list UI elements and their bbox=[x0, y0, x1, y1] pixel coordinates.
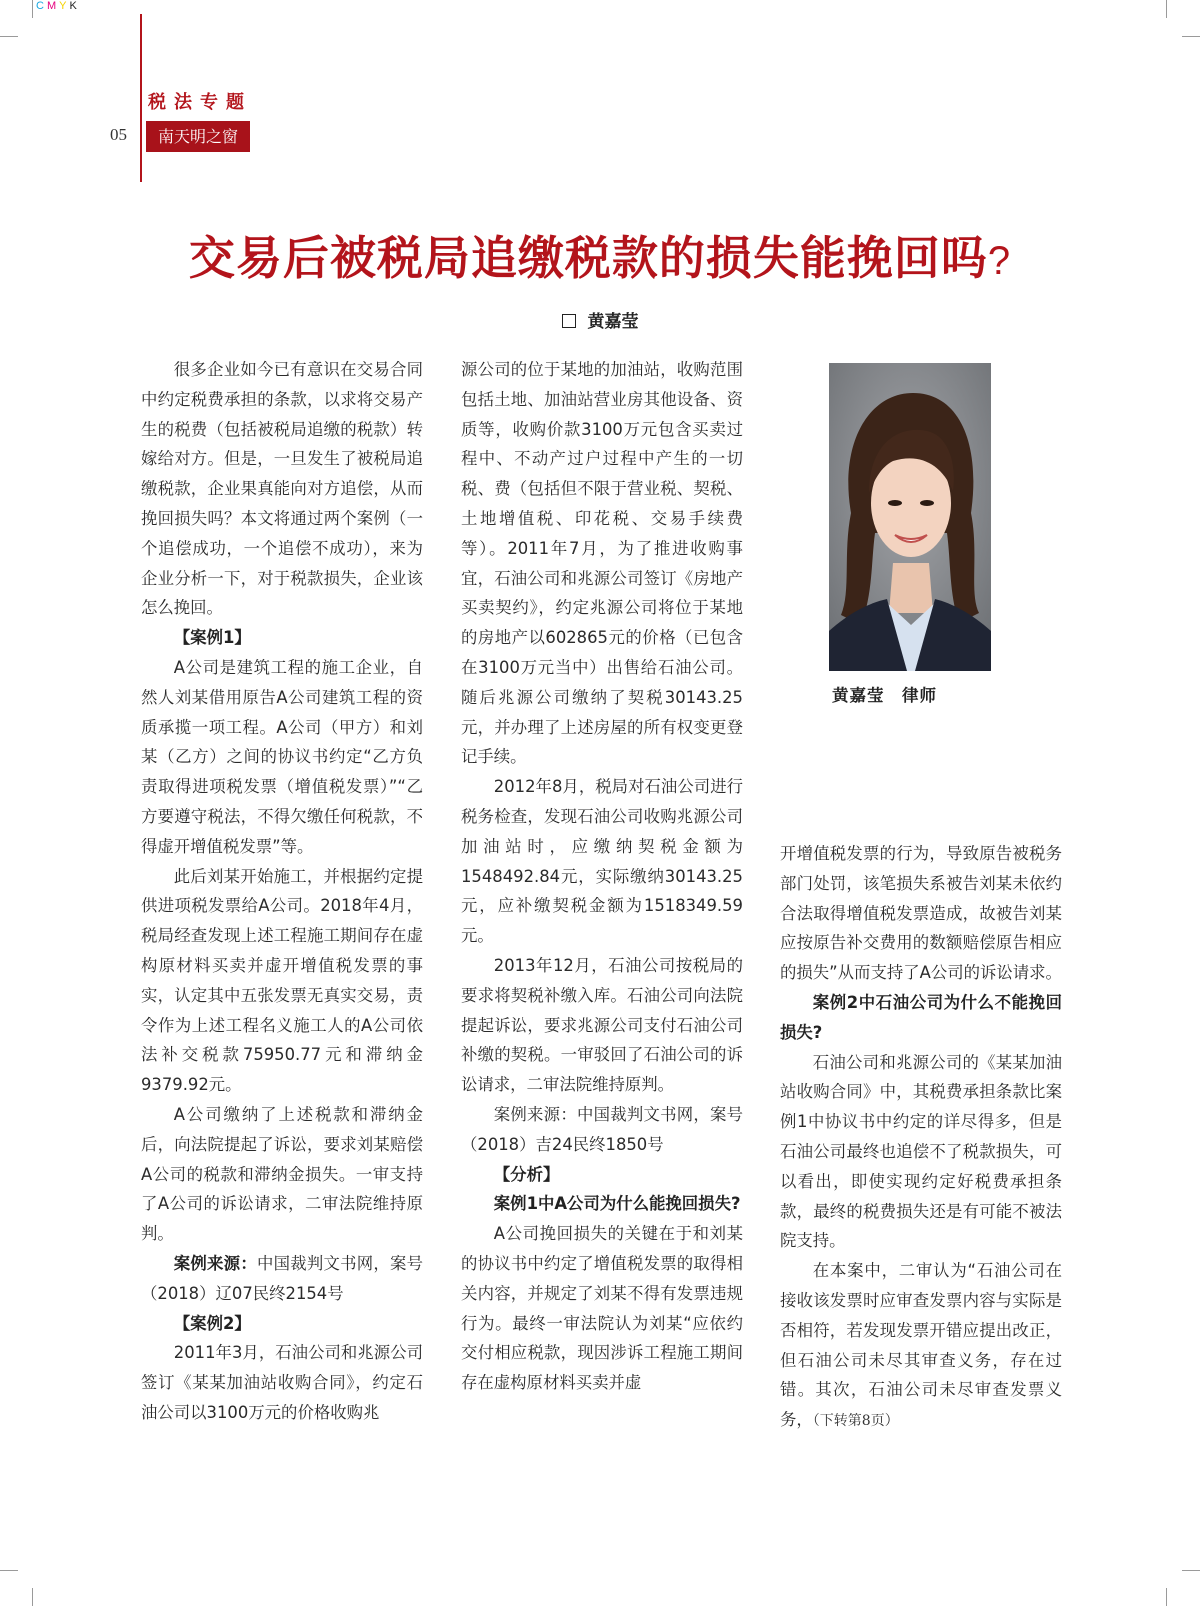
paragraph: A公司是建筑工程的施工企业，自然人刘某借用原告A公司建筑工程的资质承揽一项工程。A公司（甲方）和刘某（乙方）之间的协议书约定“乙方负责取得进项税发票（增值税发票）”“乙方要遵守税法，不得欠缴任何税款，不得虚开增值税发票”等。 bbox=[141, 657, 423, 856]
page-number: 05 bbox=[110, 125, 127, 144]
case-source bbox=[141, 1249, 423, 1309]
paragraph-text: 在本案中，二审认为“石油公司在接收该发票时应审查发票内容与实际是否相符，若发现发票开错应提出改正，但石油公司未尽其审查义务，存在过错。其次，石油公司未尽审查发票义务， bbox=[780, 1261, 1062, 1430]
crop-mark bbox=[0, 1570, 18, 1571]
crop-mark bbox=[32, 1588, 33, 1606]
paragraph: 2013年12月，石油公司按税局的要求将契税补缴入库。石油公司向法院提起诉讼，要求兆源公司支付石油公司补缴的契税。一审驳回了石油公司的诉讼请求，二审法院维持原判。 bbox=[461, 955, 743, 1095]
paragraph: 2012年8月，税局对石油公司进行税务检查，发现石油公司收购兆源公司加油站时，应缴纳契税金额为1548492.84元，实际缴纳30143.25元，应补缴契税金额为1518349.59元。 bbox=[461, 777, 743, 946]
photo-caption: 黄嘉莹 律师 bbox=[832, 686, 937, 705]
text-column-3 bbox=[780, 839, 1062, 1437]
subheading-case-2: 【案例2】 bbox=[173, 1313, 251, 1333]
cmyk-k: K bbox=[69, 0, 80, 12]
paragraph: A公司挽回损失的关键在于和刘某的协议书中约定了增值税发票的取得相关内容，并规定了刘某不得有发票违规行为。最终一审法院认为刘某“应依约交付相应税款，现因涉诉工程施工期间存在虚构原材料买卖并虚 bbox=[461, 1224, 743, 1393]
paragraph: A公司缴纳了上述税款和滞纳金后，向法院提起了诉讼，要求刘某赔偿A公司的税款和滞纳金损失。一审支持了A公司的诉讼请求，二审法院维持原判。 bbox=[141, 1104, 423, 1244]
crop-mark bbox=[0, 36, 18, 37]
cmyk-y: Y bbox=[59, 0, 70, 12]
text-column-2 bbox=[461, 355, 743, 1398]
subheading-question-1: 案例1中A公司为什么能挽回损失? bbox=[493, 1194, 741, 1214]
case-source-text: 中国裁判文书网，案号（2018）辽07民终2154号 bbox=[141, 1253, 424, 1303]
paragraph: 此后刘某开始施工，并根据约定提供进项税发票给A公司。2018年4月，税局经查发现上述工程施工期间存在虚构原材料买卖并虚开增值税发票的事实，认定其中五张发票无真实交易，责令作为上述工程名义施工人的A公司依法补交税款75950.77元和滞纳金9379.92元。 bbox=[141, 866, 423, 1095]
paragraph: 源公司的位于某地的加油站，收购范围包括土地、加油站营业房其他设备、资质等，收购价款3100万元包含买卖过程中、不动产过户过程中产生的一切税、费（包括但不限于营业税、契税、土地增值税、印花税、交易手续费等）。2011年7月，为了推进收购事宜，石油公司和兆源公司签订《房地产买卖契约》，约定兆源公司将位于某地的房地产以602865元的价格（已包含在3100万元当中）出售给石油公司。随后兆源公司缴纳了契税30143.25元，并办理了上述房屋的所有权变更登记手续。 bbox=[461, 360, 743, 767]
article-title bbox=[0, 222, 1200, 288]
subheading-question-2: 案例2中石油公司为什么不能挽回损失? bbox=[780, 992, 1062, 1042]
portrait-illustration bbox=[829, 363, 991, 671]
cmyk-print-mark bbox=[36, 0, 80, 12]
text-column-1 bbox=[141, 355, 423, 1428]
paragraph: 很多企业如今已有意识在交易合同中约定税费承担的条款，以求将交易产生的税费（包括被税局追缴的税款）转嫁给对方。但是，一旦发生了被税局追缴税款，企业果真能向对方追偿，从而挽回损失吗？本文将通过两个案例（一个追偿成功，一个追偿不成功），来为企业分析一下，对于税款损失，企业该怎么挽回。 bbox=[141, 360, 423, 618]
square-icon bbox=[562, 314, 576, 328]
subheading-case-1: 【案例1】 bbox=[173, 628, 251, 648]
paragraph: 石油公司和兆源公司的《某某加油站收购合同》中，其税费承担条款比案例1中协议书中约定的详尽得多，但是石油公司最终也追偿不了税款损失，可以看出，即使实现约定好税费承担条款，最终的税费损失还是有可能不被法院支持。 bbox=[780, 1052, 1062, 1251]
article-title-text: 交易后被税局追缴税款的损失能挽回吗 bbox=[188, 231, 988, 285]
author-photo bbox=[829, 363, 991, 671]
article-title-mark: ? bbox=[987, 239, 1012, 283]
paragraph bbox=[780, 1256, 1062, 1437]
byline bbox=[0, 307, 1200, 332]
header-rule bbox=[140, 14, 142, 182]
cmyk-m: M bbox=[46, 0, 60, 12]
paragraph: 开增值税发票的行为，导致原告被税务部门处罚，该笔损失系被告刘某未依约合法取得增值税发票造成，故被告刘某应按原告补交费用的数额赔偿原告相应的损失”从而支持了A公司的诉讼请求。 bbox=[780, 844, 1062, 983]
crop-mark bbox=[1182, 36, 1200, 37]
section-label: 税法专题 bbox=[148, 92, 252, 113]
column-badge: 南天明之窗 bbox=[146, 121, 250, 152]
subheading-analysis: 【分析】 bbox=[493, 1164, 560, 1184]
crop-mark bbox=[1182, 1570, 1200, 1571]
author-name: 黄嘉莹 bbox=[587, 312, 639, 332]
paragraph: 2011年3月，石油公司和兆源公司签订《某某加油站收购合同》，约定石油公司以3100万元的价格收购兆 bbox=[141, 1343, 423, 1422]
cmyk-c: C bbox=[36, 0, 47, 12]
paragraph: 案例来源：中国裁判文书网，案号（2018）吉24民终1850号 bbox=[461, 1104, 743, 1154]
continued-note: （下转第8页） bbox=[812, 1413, 899, 1430]
crop-mark bbox=[32, 0, 33, 18]
case-source-label: 案例来源： bbox=[173, 1253, 257, 1273]
crop-mark bbox=[1166, 1588, 1167, 1606]
crop-mark bbox=[1166, 0, 1167, 18]
